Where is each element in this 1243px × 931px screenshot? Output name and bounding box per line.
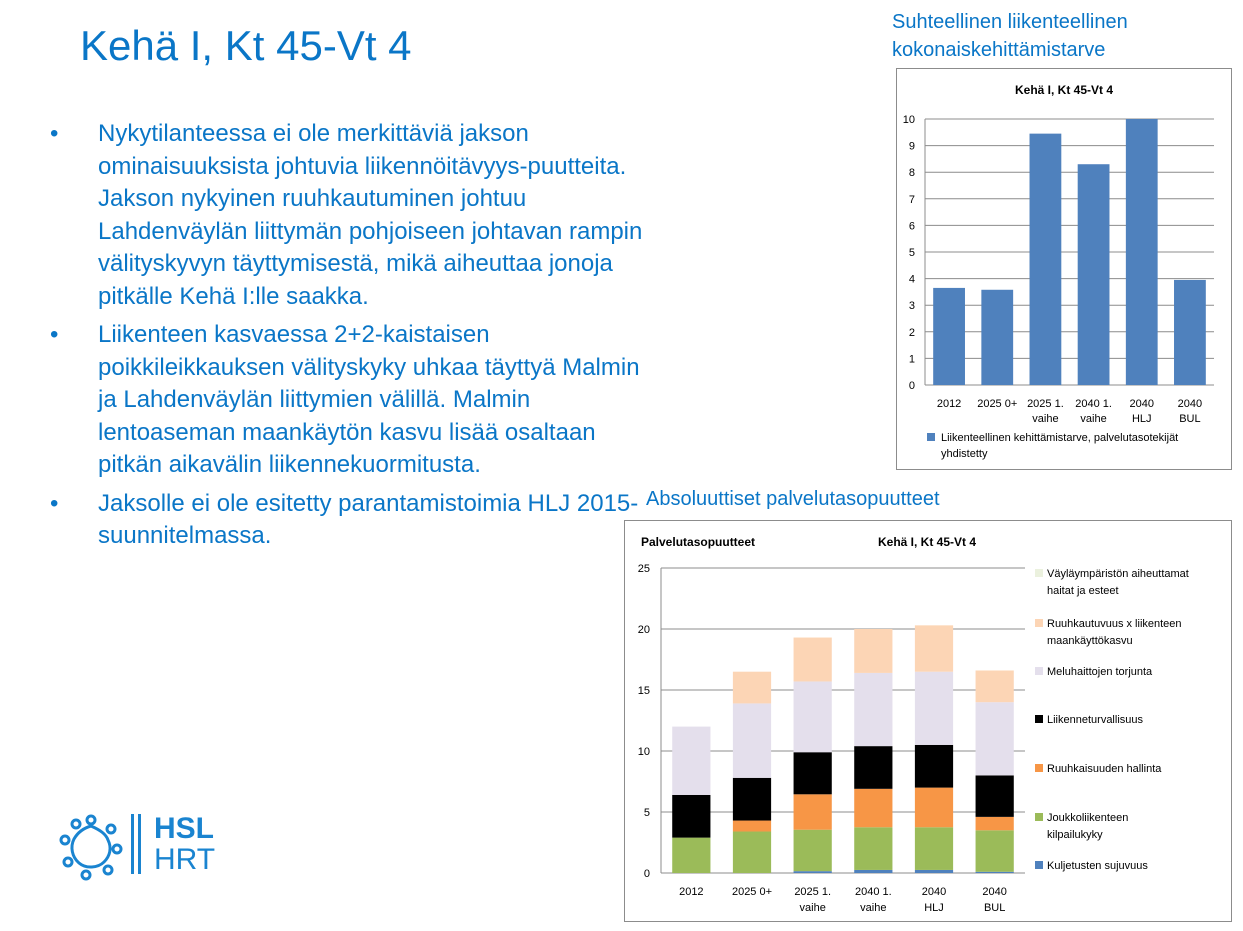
bar-segment	[854, 673, 892, 746]
bar	[1078, 164, 1110, 385]
bar	[1174, 280, 1206, 385]
bar-segment	[794, 752, 832, 794]
legend-swatch	[1035, 813, 1043, 821]
x-tick-label: 2040 1. vaihe	[1075, 398, 1112, 425]
x-tick-label: 2040 1. vaihe	[854, 886, 892, 914]
bar-segment	[854, 789, 892, 827]
y-tick-label: 6	[908, 220, 915, 233]
legend-label: Liikenteellinen kehittämistarve, palvelutasotekijät yhdistetty	[941, 432, 1179, 460]
chart-title: Kehä I, Kt 45-Vt 4	[1014, 83, 1114, 97]
x-tick-label: 2012	[679, 886, 704, 898]
y-tick-label: 1	[908, 353, 915, 366]
y-tick-label: 7	[908, 193, 915, 206]
bullet-dot: •	[50, 321, 59, 348]
total-development-need-chart	[897, 69, 1231, 469]
bullet-dot: •	[50, 120, 59, 147]
top-chart-frame	[896, 68, 1232, 470]
legend-swatch	[1035, 619, 1043, 627]
bar-segment	[976, 872, 1014, 873]
x-tick-label: 2012	[936, 398, 962, 410]
bottom-chart-frame	[624, 520, 1232, 922]
x-tick-label: 2025 0+	[977, 398, 1018, 410]
chart-subtitle: Palvelutasopuutteet	[641, 535, 756, 549]
y-tick-label: 0	[643, 868, 650, 880]
x-tick-label: 2025 1. vaihe	[794, 886, 832, 914]
y-tick-label: 10	[637, 746, 650, 758]
legend-label: Meluhaittojen torjunta	[1047, 666, 1153, 678]
y-tick-label: 5	[643, 807, 650, 819]
legend-label: Joukkoliikenteen kilpailukyky	[1047, 812, 1129, 841]
bar-segment	[976, 702, 1014, 775]
y-tick-label: 15	[637, 685, 650, 697]
legend-label: Liikenneturvallisuus	[1047, 714, 1143, 726]
bar-segment	[915, 788, 953, 828]
y-tick-label: 8	[908, 167, 915, 180]
bar-segment	[794, 830, 832, 871]
bar-segment	[915, 870, 953, 873]
x-tick-label: 2025 1. vaihe	[1027, 398, 1064, 425]
x-tick-label: 2040 BUL	[982, 886, 1007, 914]
bar-segment	[976, 817, 1014, 830]
bar-segment	[976, 830, 1014, 871]
y-tick-label: 20	[637, 624, 650, 636]
bar-segment	[854, 746, 892, 789]
bullet-text: Jaksolle ei ole esitetty parantamistoimia HLJ 2015-suunnitelmassa.	[98, 489, 639, 549]
legend-label: Ruuhkaisuuden hallinta	[1047, 763, 1162, 775]
bar-segment	[794, 681, 832, 752]
bar-segment	[733, 821, 771, 832]
bullet-item	[50, 319, 650, 482]
hsl-logo	[56, 812, 226, 882]
legend-swatch	[1035, 715, 1043, 723]
bar-segment	[854, 629, 892, 673]
bullet-text: Liikenteen kasvaessa 2+2-kaistaisen poikkileikkauksen välityskyky uhkaa täyttyä Malmin ja Lahdenväylän liittymien välillä. Malmin lentoaseman maankäytön kasvu lisää osaltaan pitkän aikavälin liikennekuormitusta.	[98, 321, 640, 478]
y-tick-label: 2	[908, 326, 915, 339]
x-tick-label: 2040 HLJ	[921, 886, 947, 914]
y-tick-label: 4	[908, 273, 915, 286]
bar-segment	[733, 672, 771, 704]
y-tick-label: 10	[902, 114, 915, 126]
hsl-sun-logo-icon	[56, 812, 126, 882]
bar-segment	[672, 727, 710, 795]
bar-segment	[794, 871, 832, 873]
bar-segment	[672, 795, 710, 838]
legend-label: Ruuhkautuvuus x liikenteen maankäyttökasvu	[1047, 618, 1182, 647]
bar-segment	[672, 838, 710, 873]
bar-segment	[915, 745, 953, 788]
logo-divider	[138, 814, 141, 874]
legend-swatch	[1035, 861, 1043, 869]
y-tick-label: 9	[908, 140, 915, 153]
bar-segment	[915, 672, 953, 745]
bar-segment	[915, 827, 953, 870]
top-section-label: Suhteellinen liikenteellinen kokonaiskehittämistarve	[892, 11, 1128, 61]
chart-title: Kehä I, Kt 45-Vt 4	[877, 535, 977, 549]
bullet-item	[50, 488, 650, 553]
bar-segment	[915, 625, 953, 671]
bar	[1030, 134, 1062, 385]
bar-segment	[794, 794, 832, 829]
logo-text-hsl: HSL	[154, 812, 214, 845]
legend-label: Väyläympäristön aiheuttamat haitat ja esteet	[1047, 568, 1189, 597]
bullet-dot: •	[50, 489, 59, 517]
bar-segment	[854, 827, 892, 870]
service-level-deficits-chart	[625, 521, 1231, 921]
slide-title: Kehä I, Kt 45-Vt 4	[80, 22, 412, 69]
y-tick-label: 0	[908, 380, 915, 392]
bullet-text: Nykytilanteessa ei ole merkittäviä jakson ominaisuuksista johtuvia liikennöitävyys-puutteita. Jakson nykyinen ruuhkautuminen johtuu Lahdenväylän liittymän pohjoiseen johtavan rampin välityskyvyn täyttymisestä, mikä aiheuttaa jonoja pitkälle Kehä I:lle saakka.	[98, 120, 643, 310]
bar-segment	[976, 775, 1014, 816]
bottom-section-label: Absoluuttiset palvelutasopuutteet	[646, 488, 940, 510]
bar-segment	[733, 778, 771, 821]
bar-segment	[794, 638, 832, 682]
bar	[933, 288, 965, 385]
x-tick-label: 2040 BUL	[1177, 398, 1203, 425]
bullet-item	[50, 118, 650, 313]
bar-segment	[733, 832, 771, 873]
legend-label: Kuljetusten sujuvuus	[1047, 860, 1148, 872]
bullet-list	[50, 118, 650, 559]
legend-swatch	[1035, 667, 1043, 675]
legend-swatch	[927, 433, 935, 441]
bar-segment	[976, 670, 1014, 702]
bar-segment	[854, 870, 892, 873]
y-tick-label: 5	[908, 247, 915, 259]
logo-divider	[131, 814, 134, 874]
bar	[981, 290, 1013, 385]
x-tick-label: 2040 HLJ	[1129, 398, 1154, 425]
legend-swatch	[1035, 764, 1043, 772]
logo-text-hrt: HRT	[154, 843, 216, 876]
bar	[1126, 119, 1158, 385]
y-tick-label: 3	[908, 300, 915, 313]
bar-segment	[733, 703, 771, 777]
x-tick-label: 2025 0+	[731, 886, 773, 898]
legend-swatch	[1035, 569, 1043, 577]
y-tick-label: 25	[637, 563, 650, 575]
